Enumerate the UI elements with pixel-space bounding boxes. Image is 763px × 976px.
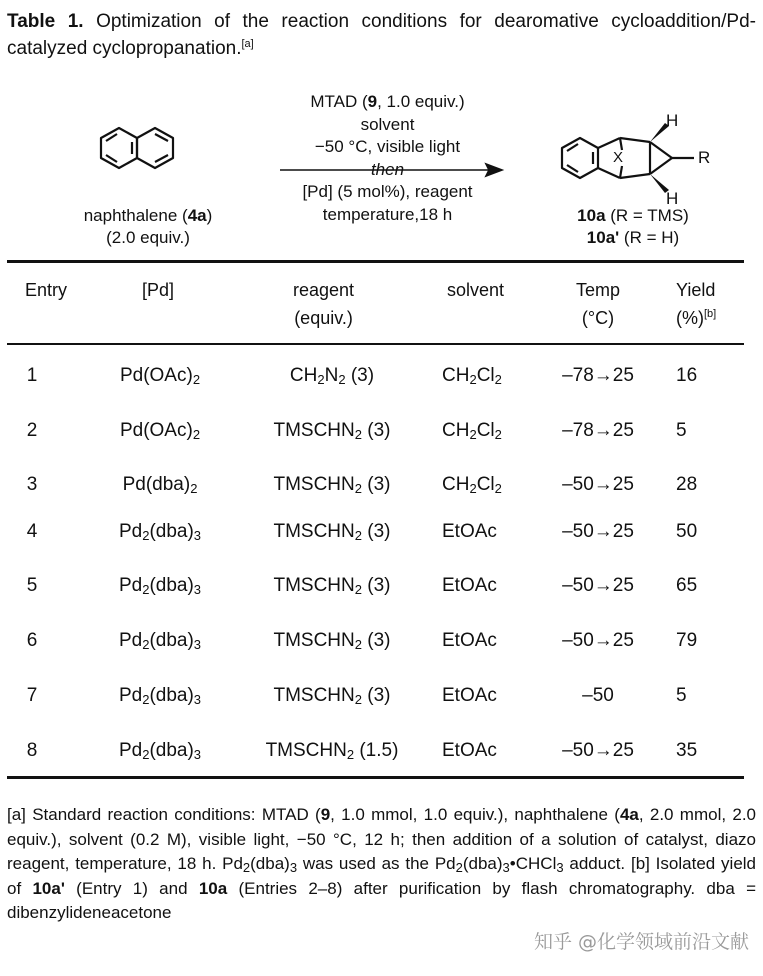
cell-solvent (442, 419, 532, 443)
fn-part: was used as the Pd (297, 854, 456, 873)
cond-line-5: [Pd] (5 mol%), reagent (302, 182, 473, 201)
cell-reagent-sub: 2 (354, 427, 362, 442)
table-header-rule (7, 343, 744, 345)
cell-temp: –50→25 (562, 521, 634, 542)
cell-reagent-sub: 2 (317, 372, 325, 387)
cell-solvent-part: CH (442, 474, 470, 495)
cell-pd (100, 364, 220, 388)
cond-line-1 (270, 91, 505, 114)
cell-reagent-sub: 2 (338, 372, 346, 387)
atom-r: R (698, 148, 711, 167)
cell-solvent-part: CH (442, 420, 470, 441)
header-yield-note: [b] (704, 308, 717, 320)
cell-reagent-part: (3) (362, 420, 391, 441)
cell-temp: –78→25 (562, 365, 634, 386)
fn-part: [a] Standard reaction conditions: MTAD ( (7, 805, 321, 824)
cell-solvent (442, 684, 532, 708)
cell-solvent-sub: 2 (469, 372, 477, 387)
cell-reagent-part: N (324, 365, 339, 386)
cell-yield: 35 (676, 740, 698, 761)
cond-line-3: −50 °C, visible light (314, 137, 461, 156)
fn-part: 3 (556, 860, 564, 875)
cell-yield: 5 (676, 685, 687, 706)
cell-pd-sub: 2 (142, 528, 150, 543)
cell-pd-part: Pd (118, 685, 143, 706)
cell-solvent (442, 574, 532, 598)
product-structure (562, 138, 694, 178)
fn-part: •CHCl (509, 854, 557, 873)
cell-pd-part: (dba) (149, 740, 194, 761)
cell-reagent-part: (3) (362, 630, 391, 651)
cell-reagent-part: (3) (362, 521, 391, 542)
cell-reagent-part: TMSCHN (273, 575, 355, 596)
cell-reagent-part: TMSCHN (273, 474, 355, 495)
cell-pd (100, 419, 220, 443)
caption-text: Optimization of the reaction conditions for dearomative cycloaddition/Pd-catalyzed cyclopropanation. (7, 11, 756, 59)
cell-yield: 65 (676, 575, 698, 596)
fn-part: 10a (198, 878, 228, 898)
table-top-rule (7, 260, 744, 263)
header-yield-line2: (%) (676, 308, 704, 328)
cell-reagent-sub: 2 (354, 528, 362, 543)
product-2-id: 10a' (586, 228, 620, 247)
cell-reagent-sub: 2 (346, 747, 355, 762)
cell-solvent-sub: 2 (469, 427, 477, 442)
cell-solvent-part: EtOAc (442, 630, 497, 651)
cell-yield: 50 (676, 521, 698, 542)
cond-line-6: temperature,18 h (322, 204, 453, 224)
cell-pd-sub: 3 (193, 637, 202, 652)
fn-part: (dba) (250, 854, 290, 873)
cell-pd (100, 574, 220, 598)
cell-solvent-sub: 2 (494, 481, 502, 496)
cell-temp: –78→25 (562, 420, 634, 441)
cell-pd-sub: 2 (142, 582, 150, 597)
header-solvent: solvent (447, 280, 505, 300)
reactant-equiv: (2.0 equiv.) (106, 228, 190, 247)
cell-reagent-part: (3) (345, 365, 375, 386)
fn-part: 2 (455, 860, 463, 875)
cell-solvent-part: EtOAc (442, 685, 497, 706)
fn-part: 3 (502, 860, 510, 875)
cell-reagent (238, 739, 426, 763)
cell-pd-part: Pd (118, 740, 143, 761)
atom-x: X (613, 149, 624, 166)
product-label (548, 205, 718, 249)
fn-part: adduct. [b] Isolated yield of (7, 854, 757, 898)
cell-pd-sub: 3 (193, 582, 202, 597)
cell-solvent-part: Cl (476, 365, 495, 386)
reactant-label (58, 205, 238, 249)
cell-reagent-part: TMSCHN (273, 521, 355, 542)
cond-mtad: MTAD ( (310, 92, 368, 111)
cell-reagent-sub: 2 (354, 582, 362, 597)
cell-reagent-part: TMSCHN (273, 420, 355, 441)
cell-temp: –50 (582, 685, 614, 706)
cell-solvent (442, 473, 532, 497)
fn-part: 10a' (32, 878, 65, 898)
table-footnote (7, 803, 756, 926)
header-temp-line2: (°C) (581, 308, 615, 328)
caption-label: Table 1. (7, 11, 84, 32)
cell-pd-sub: 2 (192, 372, 201, 387)
fn-part: , 2.0 mmol, 2.0 equiv.), solvent (0.2 M), visible light, −50 °C, 12 h; then addition of a solution of catalyst, diazo reagent, temperature, 18 h. Pd (7, 805, 757, 873)
cell-yield: 28 (676, 474, 698, 495)
cell-reagent-part: TMSCHN (265, 740, 347, 761)
cell-pd-sub: 2 (142, 637, 150, 652)
cell-solvent-part: EtOAc (442, 521, 497, 542)
cell-pd-part: (dba) (149, 630, 194, 651)
cond-line-2: solvent (360, 114, 415, 134)
cell-pd-sub: 3 (193, 528, 202, 543)
cell-solvent (442, 520, 532, 544)
cell-entry: 5 (26, 575, 38, 596)
cell-reagent (238, 364, 426, 388)
header-reagent-line1: reagent (293, 280, 355, 300)
cell-pd-sub: 2 (190, 481, 198, 496)
reactant-close: ) (206, 206, 213, 225)
cell-pd (100, 473, 220, 497)
fn-part: (Entry 1) and (64, 878, 199, 898)
caption-note: [a] (241, 38, 254, 50)
product-2-desc: (R = H) (619, 228, 680, 247)
cell-reagent-part: (3) (362, 685, 391, 706)
cell-reagent-part: (3) (362, 575, 391, 596)
cell-pd (100, 629, 220, 653)
cell-pd (100, 739, 220, 763)
fn-part: 4a (619, 805, 639, 824)
cell-entry: 1 (26, 365, 38, 386)
cell-solvent-part: CH (442, 365, 470, 386)
cell-reagent-sub: 2 (354, 481, 362, 496)
cell-solvent-sub: 2 (494, 427, 502, 442)
cell-solvent-part: Cl (476, 474, 495, 495)
cell-reagent-part: TMSCHN (273, 630, 355, 651)
cell-solvent (442, 629, 532, 653)
fn-part: 2 (242, 860, 251, 875)
cell-entry: 8 (26, 740, 38, 761)
header-pd: [Pd] (142, 280, 175, 300)
header-yield-line1: Yield (676, 280, 716, 300)
cell-pd-part: (dba) (149, 575, 194, 596)
cell-reagent-part: (3) (362, 474, 391, 495)
table-caption (7, 8, 756, 62)
cond-mtad-id: 9 (367, 92, 378, 111)
cell-solvent-part: EtOAc (442, 740, 497, 761)
cell-pd-part: Pd(OAc) (119, 365, 193, 386)
cell-entry: 2 (26, 420, 38, 441)
watermark: 知乎 @化学领域前沿文献 (534, 927, 749, 954)
atom-h-top: H (666, 111, 679, 130)
product-1-id: 10a (577, 206, 606, 225)
header-yield (676, 276, 716, 332)
header-temp-line1: Temp (575, 280, 620, 300)
cell-solvent (442, 364, 532, 388)
cell-reagent (238, 520, 426, 544)
fn-part: , 1.0 mmol, 1.0 equiv.), naphthalene ( (330, 805, 620, 824)
cell-entry: 6 (26, 630, 38, 651)
cell-reagent-sub: 2 (354, 637, 362, 652)
cell-solvent-part: Cl (476, 420, 495, 441)
cell-pd-part: (dba) (149, 685, 194, 706)
cell-reagent-part: CH (289, 365, 318, 386)
reactant-id: 4a (187, 206, 207, 225)
cell-entry: 4 (26, 521, 38, 542)
cell-pd-part: Pd (118, 521, 143, 542)
cell-pd-sub: 3 (193, 747, 202, 762)
cell-temp: –50→25 (562, 740, 634, 761)
cell-solvent (442, 739, 532, 763)
cell-entry: 7 (26, 685, 38, 706)
cell-reagent-sub: 2 (354, 692, 362, 707)
cell-pd-part: Pd (118, 575, 143, 596)
cell-temp: –50→25 (562, 575, 634, 596)
cell-pd-part: Pd(OAc) (119, 420, 193, 441)
cell-reagent (238, 574, 426, 598)
header-reagent (293, 276, 354, 332)
table-bottom-rule (7, 776, 744, 779)
cell-reagent-part: (1.5) (354, 740, 399, 761)
cell-pd-part: (dba) (149, 521, 194, 542)
cell-pd-part: Pd (118, 630, 143, 651)
cell-pd-sub: 2 (142, 692, 150, 707)
cell-solvent-part: EtOAc (442, 575, 497, 596)
cell-temp: –50→25 (562, 474, 634, 495)
reaction-conditions (270, 91, 505, 226)
cell-reagent (238, 684, 426, 708)
fn-part: 9 (320, 805, 331, 824)
cell-reagent (238, 419, 426, 443)
header-entry: Entry (25, 280, 68, 300)
header-temp (570, 276, 626, 332)
fn-part: (dba) (462, 854, 503, 873)
atom-h-bottom: H (666, 189, 679, 208)
cell-pd-sub: 2 (142, 747, 150, 762)
cell-solvent-sub: 2 (469, 481, 477, 496)
cond-then: then (370, 159, 405, 179)
reactant-name: naphthalene ( (83, 206, 188, 225)
cell-yield: 79 (676, 630, 698, 651)
cell-entry: 3 (26, 474, 38, 495)
header-reagent-line2: (equiv.) (294, 308, 353, 328)
cond-mtad-equiv: , 1.0 equiv.) (377, 92, 465, 111)
cell-temp: –50→25 (562, 630, 634, 651)
product-1-desc: (R = TMS) (605, 206, 689, 225)
cell-solvent-sub: 2 (494, 372, 502, 387)
fn-part: 3 (289, 860, 298, 875)
cell-reagent (238, 473, 426, 497)
cell-pd (100, 520, 220, 544)
cell-yield: 5 (676, 420, 687, 441)
reaction-scheme (0, 80, 763, 260)
cell-pd-part: Pd(dba) (122, 474, 191, 495)
fn-part: (Entries 2–8) after purification by flash chromatography. dba = dibenzylideneacetone (7, 878, 757, 922)
cell-reagent-part: TMSCHN (273, 685, 355, 706)
cell-yield: 16 (676, 365, 698, 386)
cell-pd-sub: 3 (193, 692, 202, 707)
cell-pd (100, 684, 220, 708)
cell-reagent (238, 629, 426, 653)
cell-pd-sub: 2 (192, 427, 201, 442)
